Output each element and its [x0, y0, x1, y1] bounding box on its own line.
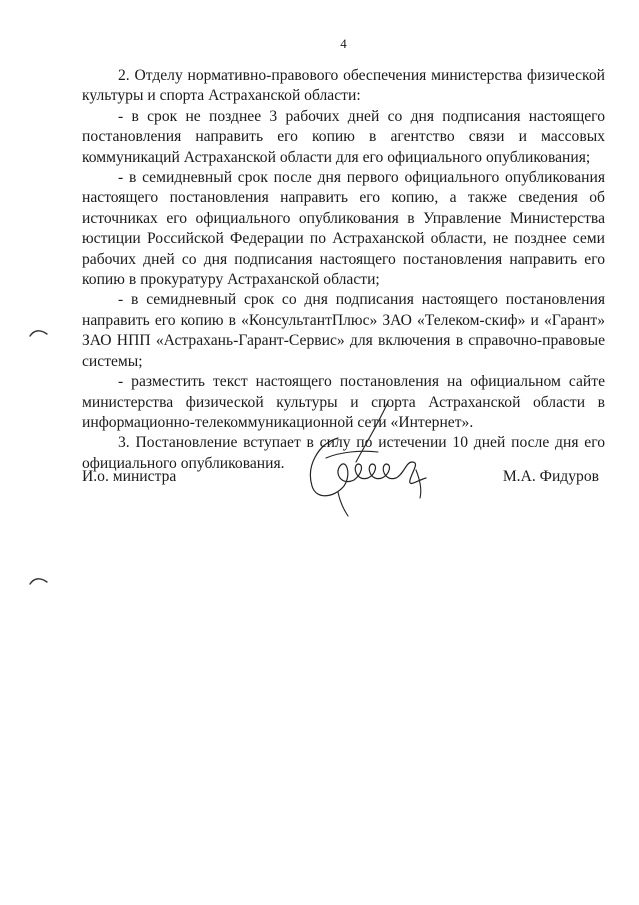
paragraph-3: 3. Постановление вступает в силу по истечении 10 дней после дня его официального опубликования. [82, 434, 605, 472]
page-number: 4 [340, 36, 347, 51]
paragraph-2-item-4: - разместить текст настоящего постановления на официальном сайте министерства физической культуры и спорта Астраханской области в информационно-телекоммуникационной сети «Интернет». [82, 373, 605, 431]
handwritten-signature [300, 400, 450, 525]
paragraph-2: 2. Отделу нормативно-правового обеспечения министерства физической культуры и спорта Астраханской области: [82, 67, 605, 105]
signatory-role: И.о. министра [82, 468, 177, 485]
signatory-name: М.А. Фидуров [502, 468, 599, 485]
paragraph-2-item-3: - в семидневный срок со дня подписания настоящего постановления направить его копию в «КонсультантПлюс» ЗАО «Телеком-скиф» и «Гарант» ЗАО НПП «Астрахань-Гарант-Сервис» для включения в справочно-правовые системы; [82, 291, 605, 370]
signature-block [82, 468, 599, 492]
hole-punch-mark [28, 574, 50, 588]
hole-punch-mark [28, 326, 50, 340]
paragraph-2-item-1: - в срок не позднее 3 рабочих дней со дня подписания настоящего постановления направить его копию в агентство связи и массовых коммуникаций Астраханской области для его официального опубликования; [82, 107, 605, 166]
paragraph-2-item-2: - в семидневный срок после дня первого официального опубликования настоящего постановления направить его копию, а также сведения об источниках его официального опубликования в Управление Министерства юстиции Российской Федерации по Астраханской области, не позднее семи рабочих дней со дня подписания настоящего постановления направить его копию в прокуратуру Астраханской области; [82, 169, 605, 289]
